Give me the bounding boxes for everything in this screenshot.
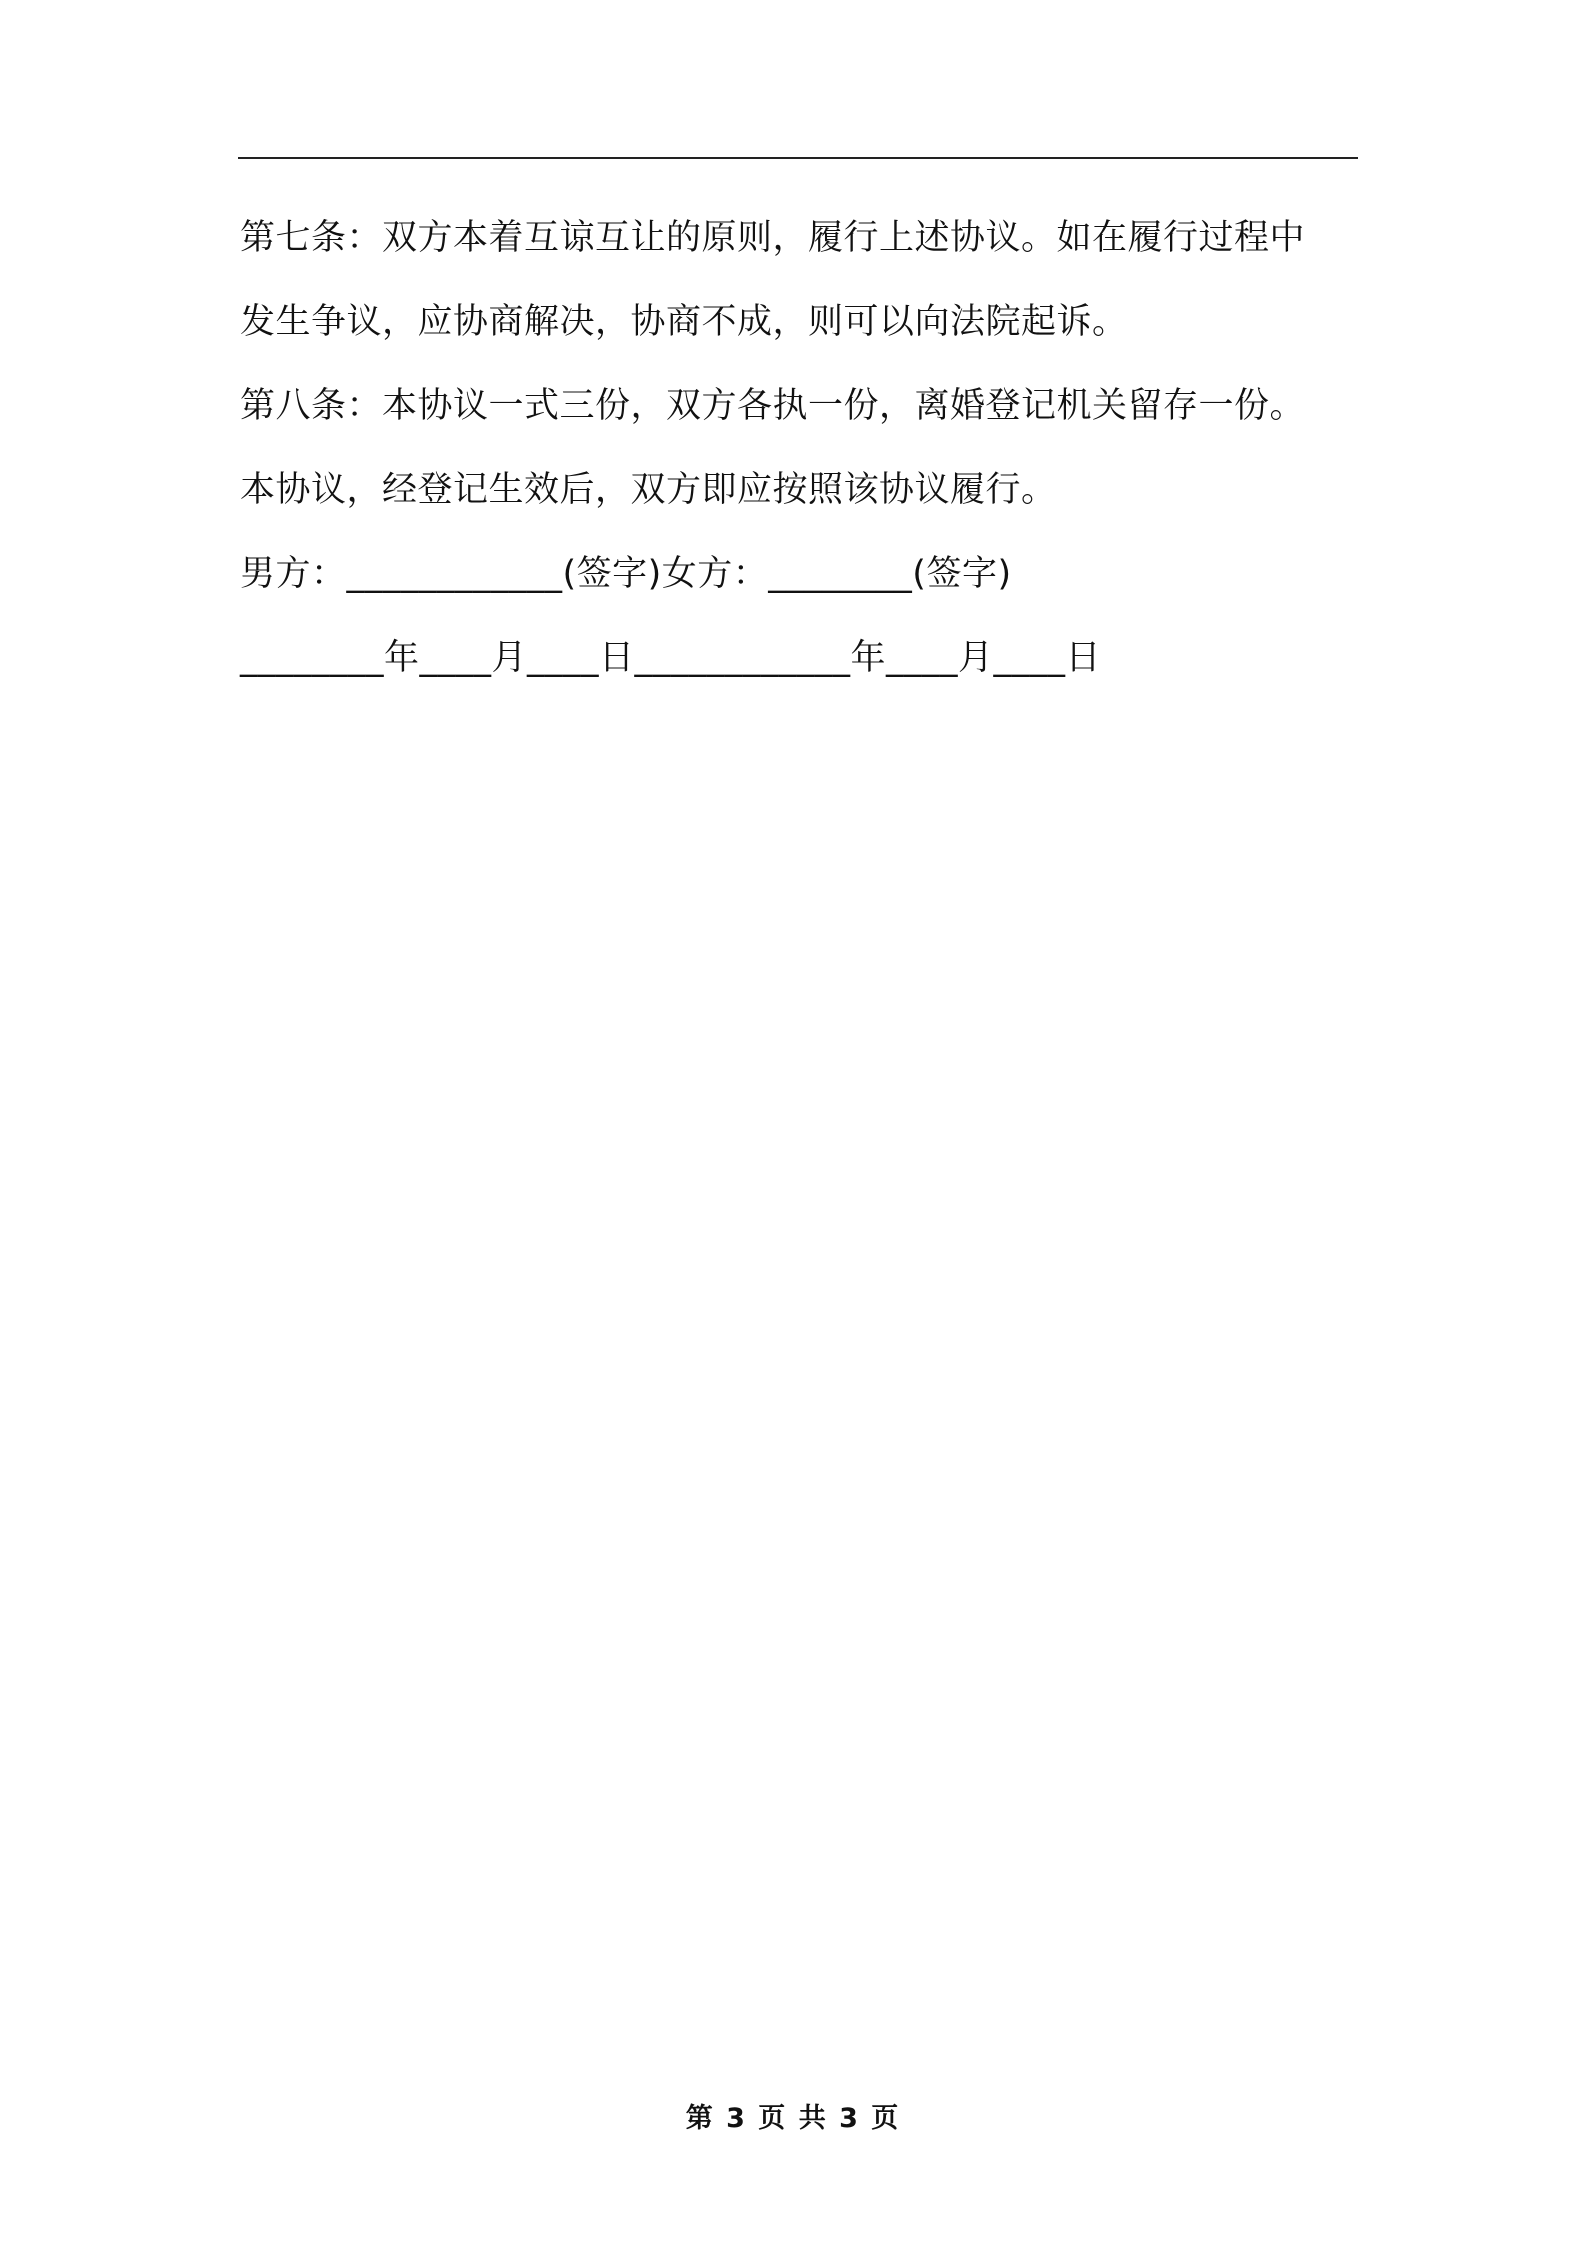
page-number-footer: 第 3 页 共 3 页 [685, 2103, 901, 2134]
date-line: ________年____月____日____________年____月____日 [240, 638, 1102, 678]
header-rule [238, 157, 1358, 159]
article-7-line-2: 发生争议，应协商解决，协商不成，则可以向法院起诉。 [240, 302, 1128, 342]
article-8-line-1: 第八条：本协议一式三份，双方各执一份，离婚登记机关留存一份。 [240, 386, 1306, 426]
article-7-line-1: 第七条：双方本着互谅互让的原则，履行上述协议。如在履行过程中 [240, 218, 1306, 258]
signature-line: 男方：____________(签字)女方：________(签字) [240, 554, 1012, 594]
document-body [240, 196, 1380, 700]
article-8-line-2: 本协议，经登记生效后，双方即应按照该协议履行。 [240, 470, 1057, 510]
